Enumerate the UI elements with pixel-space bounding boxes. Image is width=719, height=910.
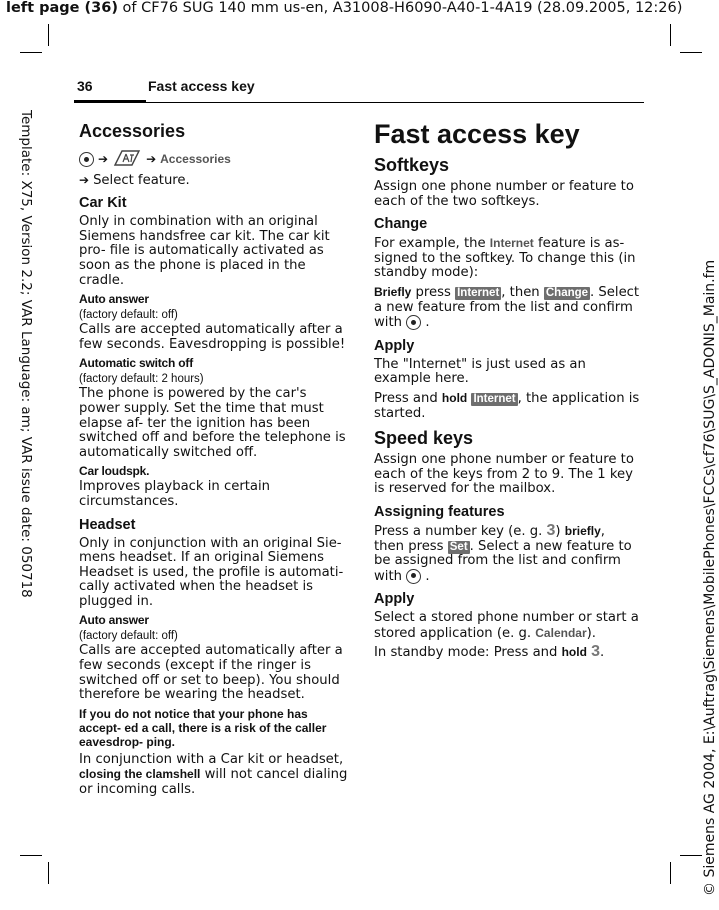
car-kit-heading: Car Kit bbox=[79, 195, 127, 212]
key-3-icon: 3 bbox=[591, 643, 601, 661]
car-loudspk-text: Improves playback in certain circumstances. bbox=[79, 479, 271, 509]
standby-pre: In standby mode: Press and bbox=[374, 645, 562, 661]
clamshell-text bbox=[79, 753, 351, 798]
assign-post: . Select a new feature to be assigned from the list and confirm with bbox=[374, 538, 632, 584]
menu-path bbox=[79, 148, 351, 173]
speed-keys-text: Assign one phone number or feature to each of the keys from 2 to 9. The 1 key is reserved for the mailbox. bbox=[374, 452, 634, 497]
hold-label: hold bbox=[561, 645, 587, 660]
arrow-icon: ➔ bbox=[79, 172, 90, 187]
press-label: press bbox=[411, 284, 456, 300]
calendar-label: Calendar bbox=[535, 625, 587, 640]
apply-heading: Apply bbox=[374, 337, 415, 354]
internet-label: Internet bbox=[489, 236, 534, 251]
hold-label: hold bbox=[441, 390, 468, 405]
page-header-title: Fast access key bbox=[148, 78, 255, 94]
change-heading: Change bbox=[374, 216, 428, 233]
auto-switch-text: The phone is powered by the car's power supply. Set the time that must elapse af- ter the ignition has been switched off and before the telephone is automatically switched off. bbox=[79, 386, 346, 460]
internet-softkey: Internet bbox=[457, 286, 500, 299]
left-column bbox=[79, 120, 351, 802]
crop-mark bbox=[48, 24, 49, 46]
change-steps: Briefly press Internet , then Change . Select a new feature from the list and confirm with . bbox=[374, 284, 640, 331]
change-pre: For example, the bbox=[374, 236, 490, 252]
car-kit-text: Only in combination with an original Siemens handsfree car kit. The car kit pro- file is automatically activated as soon as the phone is placed in the cradle. bbox=[79, 214, 330, 288]
apply-steps bbox=[374, 391, 642, 421]
template-info: Template: X75, Version 2.2; VAR Language: am; VAR issue date: 050718 bbox=[18, 110, 34, 598]
fast-access-key-title: Fast access key bbox=[374, 119, 580, 149]
factory-default: (factory default: off) bbox=[79, 630, 178, 643]
headset-heading: Headset bbox=[79, 516, 136, 533]
key-3-icon: 3 bbox=[546, 521, 556, 539]
nav-key-icon bbox=[406, 569, 421, 584]
speed-apply-heading: Apply bbox=[374, 591, 415, 608]
then-press-label: then press bbox=[374, 538, 448, 554]
car-loudspk-heading: Car loudspk. bbox=[79, 464, 150, 479]
softkeys-text: Assign one phone number or feature to each of the two softkeys. bbox=[374, 179, 634, 209]
apply-post: , the application is started. bbox=[374, 390, 640, 421]
header-bar bbox=[74, 100, 146, 103]
standby-text: In standby mode: Press and hold 3. bbox=[374, 643, 605, 661]
eavesdrop-warning: If you do not notice that your phone has accept- ed a call, there is a risk of the caller eavesdrop- ping. bbox=[79, 706, 327, 749]
briefly-label: Briefly bbox=[374, 284, 412, 299]
print-header-rest: of CF76 SUG 140 mm us-en, A31008-H6090-A40-1-4A19 (28.09.2005, 12:26) bbox=[117, 0, 683, 16]
page-number: 36 bbox=[77, 78, 93, 94]
crop-mark bbox=[680, 855, 702, 856]
menu-select-text: Select feature. bbox=[93, 172, 190, 188]
arrow-icon: ➔ bbox=[146, 152, 157, 166]
speed-apply-post: ). bbox=[586, 625, 596, 641]
auto-answer-heading: Auto answer bbox=[79, 292, 149, 307]
print-header bbox=[6, 0, 682, 16]
crop-mark bbox=[670, 862, 671, 884]
then-label: , then bbox=[501, 284, 544, 300]
crop-mark bbox=[670, 24, 671, 46]
assigning-features-heading: Assigning features bbox=[374, 503, 505, 520]
settings-menu-icon bbox=[112, 148, 142, 173]
clamshell-bold: closing the clamshell bbox=[79, 767, 201, 782]
headset-text: Only in conjunction with an original Sie- mens headset. If an original Siemens Headset is used, the profile is automati- cally activated when the headset is plugged in. bbox=[79, 535, 344, 609]
speed-apply-text bbox=[374, 611, 642, 641]
crop-mark bbox=[680, 52, 702, 53]
nav-key-icon bbox=[79, 152, 94, 167]
auto-switch-heading: Automatic switch off bbox=[79, 356, 194, 371]
speed-keys-heading: Speed keys bbox=[374, 428, 474, 449]
change-post: feature is as- signed to the softkey. To change this (in standby mode): bbox=[374, 236, 636, 281]
set-softkey: Set bbox=[449, 540, 468, 553]
select-text: . Select a new feature from the list and confirm with bbox=[374, 284, 640, 331]
crop-mark bbox=[20, 855, 42, 856]
right-column bbox=[374, 118, 642, 665]
softkeys-heading: Softkeys bbox=[374, 155, 450, 175]
factory-default: (factory default: off) bbox=[79, 309, 178, 322]
headset-auto-answer-heading: Auto answer bbox=[79, 613, 149, 628]
crop-mark bbox=[48, 862, 49, 884]
accessories-title: Accessories bbox=[79, 121, 186, 141]
apply-text: The "Internet" is just used as an example here. bbox=[374, 356, 586, 387]
factory-default: (factory default: 2 hours) bbox=[79, 373, 204, 386]
headset-auto-answer-text: Calls are accepted automatically after a few seconds (except if the ringer is switched off or set to beep). You should therefore be wearing the headset. bbox=[79, 643, 343, 703]
menu-select-line bbox=[79, 173, 351, 189]
assigning-steps: Press a number key (e. g. 3) briefly, then press Set . Select a new feature to be assigned from the list and confirm with . bbox=[374, 521, 632, 584]
auto-answer-text: Calls are accepted automatically after a few seconds. Eavesdropping is possible! bbox=[79, 322, 346, 352]
arrow-icon: ➔ bbox=[98, 152, 109, 166]
change-text bbox=[374, 236, 642, 281]
header-rule bbox=[146, 102, 644, 103]
nav-key-icon bbox=[406, 315, 421, 330]
clamshell-post: will not cancel dialing or incoming calls. bbox=[79, 767, 348, 798]
change-softkey: Change bbox=[545, 286, 589, 299]
menu-item-accessories: Accessories bbox=[160, 152, 231, 166]
clamshell-pre: In conjunction with a Car kit or headset, bbox=[79, 751, 344, 767]
assign-pre: Press a number key (e. g. bbox=[374, 523, 547, 539]
copyright-path: © Siemens AG 2004, E:\Auftrag\Siemens\MobilePhones\FCCs\cf76\SUG\S_ADONIS_Main.fm bbox=[702, 259, 718, 896]
speed-apply-pre: Select a stored phone number or start a stored application (e. g. bbox=[374, 610, 639, 641]
print-header-bold: left page (36) bbox=[6, 0, 118, 16]
press-and-label: Press and bbox=[374, 390, 442, 406]
internet-softkey: Internet bbox=[473, 392, 516, 405]
briefly-label: briefly bbox=[564, 523, 601, 538]
crop-mark bbox=[20, 52, 42, 53]
